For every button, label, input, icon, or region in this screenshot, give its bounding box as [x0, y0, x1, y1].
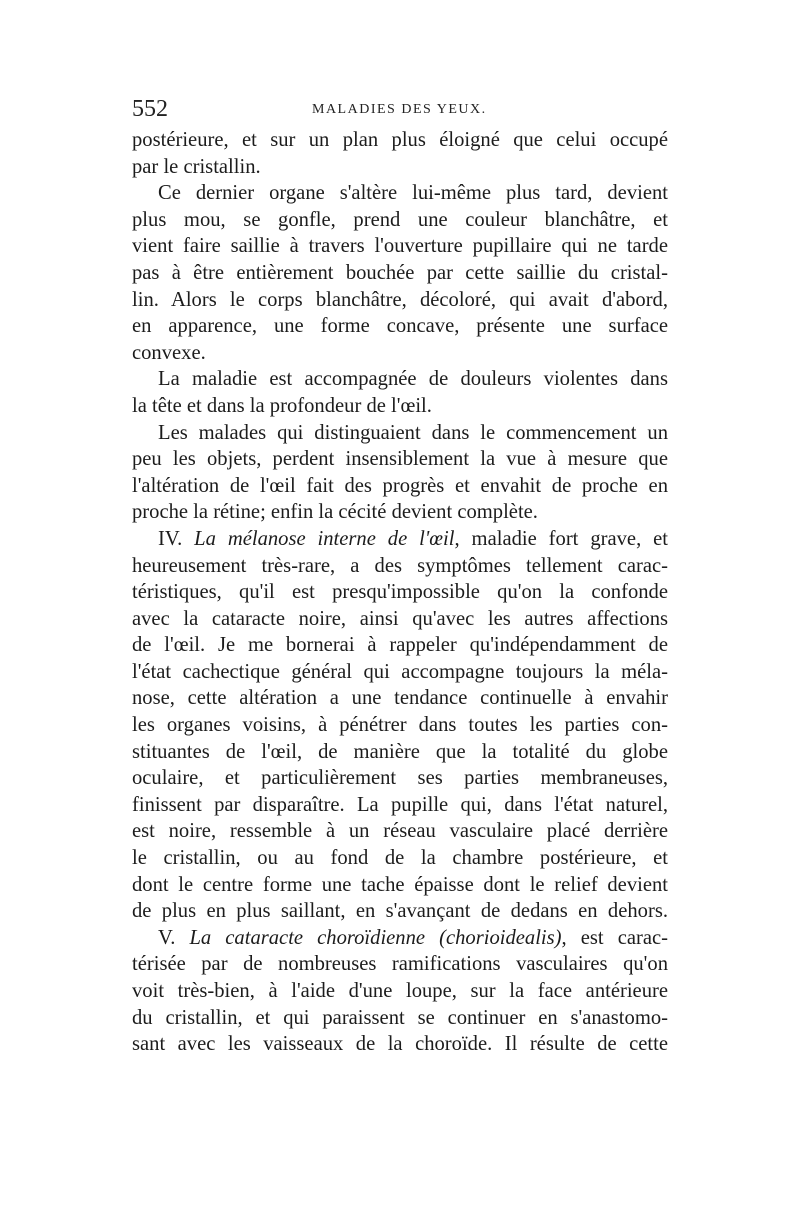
section-number: IV. [158, 527, 195, 550]
text-line: proche la rétine; enfin la cécité devient complète. [132, 501, 538, 524]
text-line [132, 526, 668, 553]
text-line: sant avec les vaisseaux de la choroïde. Il résulte de cette [132, 1033, 668, 1056]
text-line: voit très-bien, à l'aide d'une loupe, sur la face antérieure [132, 980, 668, 1002]
text-line: peu les objets, perdent insensiblement la vue à mesure que [132, 448, 668, 471]
section-heading: La mélanose interne de l'œil [194, 527, 455, 550]
text-line: vient faire saillie à travers l'ouverture pupillaire qui ne tarde [132, 235, 668, 258]
text-line: avec la cataracte noire, ainsi qu'avec les autres affections [132, 607, 668, 630]
text-line: l'altération de l'œil fait des progrès et envahit de proche en [132, 474, 668, 497]
text-line: oculaire, et particulièrement ses parties membraneuses, [132, 767, 668, 790]
text-line: dont le centre forme une tache épaisse dont le relief devient [132, 873, 668, 896]
body-text [132, 127, 668, 1058]
page-number: 552 [132, 96, 168, 122]
text-line: pas à être entièrement bouchée par cette saillie du cristal- [132, 261, 668, 284]
text-line: le cristallin, ou au fond de la chambre postérieure, et [132, 847, 668, 870]
text-run: , est carac- [561, 926, 668, 949]
text-line: lin. Alors le corps blanchâtre, décoloré, qui avait d'abord, [132, 288, 668, 311]
text-line [132, 925, 668, 952]
section-number: V. [158, 926, 190, 949]
text-line: heureusement très-rare, a des symptômes tellement carac- [132, 554, 668, 577]
text-run: , maladie fort grave, et [454, 527, 669, 550]
text-line: nose, cette altération a une tendance continuelle à envahir [132, 687, 668, 710]
text-line: térisée par de nombreuses ramifications vasculaires qu'on [132, 953, 668, 976]
text-line: du cristallin, et qui paraissent se continuer en s'anastomo- [132, 1006, 668, 1029]
text-line: les organes voisins, à pénétrer dans toutes les parties con- [132, 714, 668, 737]
page-header [132, 96, 668, 126]
text-line: La maladie est accompagnée de douleurs violentes dans [158, 368, 668, 391]
text-line: finissent par disparaître. La pupille qui, dans l'état naturel, [132, 793, 668, 816]
text-line: la tête et dans la profondeur de l'œil. [132, 394, 432, 417]
text-line: postérieure, et sur un plan plus éloigné que celui occupé [132, 129, 668, 151]
text-line: par le cristallin. [132, 155, 261, 178]
section-heading: La cataracte choroïdienne (chorioidealis) [189, 926, 562, 949]
text-line: de l'œil. Je me bornerai à rappeler qu'indépendamment de [132, 634, 668, 657]
text-line: Les malades qui distinguaient dans le commencement un [158, 421, 668, 444]
text-line: plus mou, se gonfle, prend une couleur blanchâtre, et [132, 208, 668, 231]
text-line: stituantes de l'œil, de manière que la totalité du globe [132, 740, 668, 763]
text-line: convexe. [132, 341, 206, 364]
text-line: l'état cachectique général qui accompagne toujours la méla- [132, 660, 668, 683]
running-title: MALADIES DES YEUX. [312, 102, 487, 117]
text-line: de plus en plus saillant, en s'avançant de dedans en dehors. [132, 900, 668, 923]
text-line: Ce dernier organe s'altère lui-même plus tard, devient [158, 182, 668, 205]
text-line: téristiques, qu'il est presqu'impossible qu'on la confonde [132, 581, 668, 604]
text-line: est noire, ressemble à un réseau vasculaire placé derrière [132, 820, 668, 843]
text-line: en apparence, une forme concave, présente une surface [132, 315, 668, 338]
